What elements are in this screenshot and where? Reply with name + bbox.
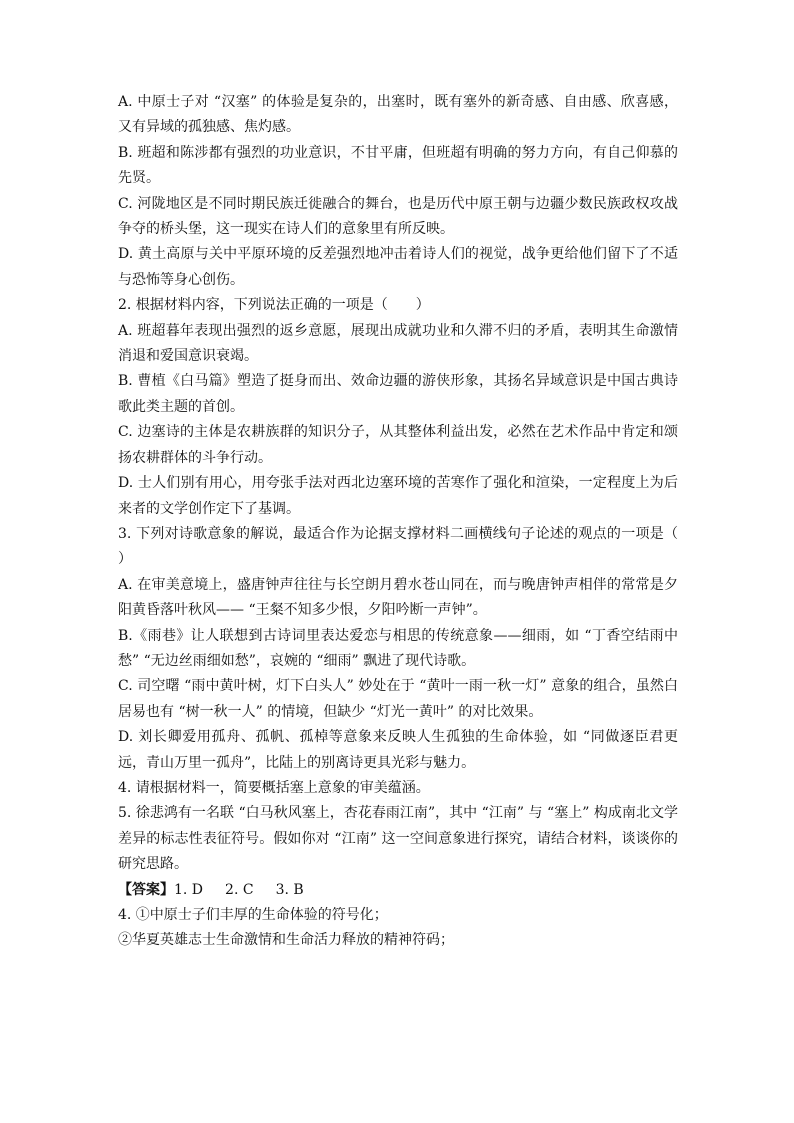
- option-q2-d: D. 士人们别有用心，用夸张手法对西北边塞环境的苦寒作了强化和渲染，一定程度上为后来者的文学创作定下了基调。: [118, 475, 678, 517]
- answer-item-2: 2. C: [225, 881, 254, 898]
- option-q3-b: B.《雨巷》让人联想到古诗词里表达爱恋与相思的传统意象——细雨，如 “丁香空结雨中愁” “无边丝雨细如愁”，哀婉的 “细雨” 飘进了现代诗歌。: [118, 627, 678, 669]
- question-4: 4. 请根据材料一，简要概括塞上意象的审美蕴涵。: [118, 779, 430, 796]
- option-q3-c: C. 司空曙 “雨中黄叶树，灯下白头人” 妙处在于 “黄叶一雨一秋一灯” 意象的组合，虽然白居易也有 “树一秋一人” 的情境，但缺少 “灯光一黄叶” 的对比效果。: [118, 678, 678, 720]
- answer-4-line-2: ②华夏英雄志士生命激情和生命活力释放的精神符码；: [118, 932, 454, 949]
- question-5: 5. 徐悲鸿有一名联 “白马秋风塞上，杏花春雨江南”，其中 “江南” 与 “塞上” 构成南北文学差异的标志性表征符号。假如你对 “江南” 这一空间意象进行探究，请结合材料，谈谈你的研究思路。: [118, 805, 678, 873]
- document-page: [118, 90, 706, 954]
- answer-tag: 【答案】: [118, 881, 174, 898]
- question-2: 2. 根据材料内容，下列说法正确的一项是（ ）: [118, 297, 430, 314]
- option-q3-d: D. 刘长卿爱用孤舟、孤帆、孤棹等意象来反映人生孤独的生命体验，如 “同做逐臣君更远，青山万里一孤舟”，比陆上的别离诗更具光彩与魅力。: [118, 729, 678, 771]
- option-q2-b: B. 曹植《白马篇》塑造了挺身而出、效命边疆的游侠形象，其扬名异域意识是中国古典诗歌此类主题的首创。: [118, 373, 678, 415]
- option-q2-c: C. 边塞诗的主体是农耕族群的知识分子，从其整体利益出发，必然在艺术作品中肯定和颂扬农耕群体的斗争行动。: [118, 424, 678, 466]
- answer-item-1: 1. D: [174, 881, 204, 898]
- option-q1-c: C. 河陇地区是不同时期民族迁徙融合的舞台，也是历代中原王朝与边疆少数民族政权攻战争夺的桥头堡，这一现实在诗人们的意象里有所反映。: [118, 195, 678, 238]
- option-q3-a: A. 在审美意境上，盛唐钟声往往与长空朗月碧水苍山同在，而与晚唐钟声相伴的常常是夕阳黄昏落叶秋风—— “王粲不知多少恨，夕阳吟断一声钟”。: [118, 576, 678, 619]
- option-q1-a: A. 中原士子对 “汉塞” 的体验是复杂的，出塞时，既有塞外的新奇感、自由感、欣喜感，又有异域的孤独感、焦灼感。: [118, 94, 678, 136]
- question-3: 3. 下列对诗歌意象的解说，最适合作为论据支撑材料二画横线句子论述的观点的一项是（ ）: [118, 525, 706, 568]
- option-q2-a: A. 班超暮年表现出强烈的返乡意愿，展现出成就功业和久滞不归的矛盾，表明其生命激情消退和爱国意识衰竭。: [118, 322, 678, 365]
- option-q1-d: D. 黄土高原与关中平原环境的反差强烈地冲击着诗人们的视觉，战争更给他们留下了不适与恐怖等身心创伤。: [118, 246, 678, 288]
- option-q1-b: B. 班超和陈涉都有强烈的功业意识，不甘平庸，但班超有明确的努力方向，有自己仰慕的先贤。: [118, 144, 678, 187]
- answer-key: [118, 878, 678, 903]
- answer-item-3: 3. B: [275, 881, 304, 898]
- answer-4-line-1: 4. ①中原士子们丰厚的生命体验的符号化；: [118, 907, 388, 923]
